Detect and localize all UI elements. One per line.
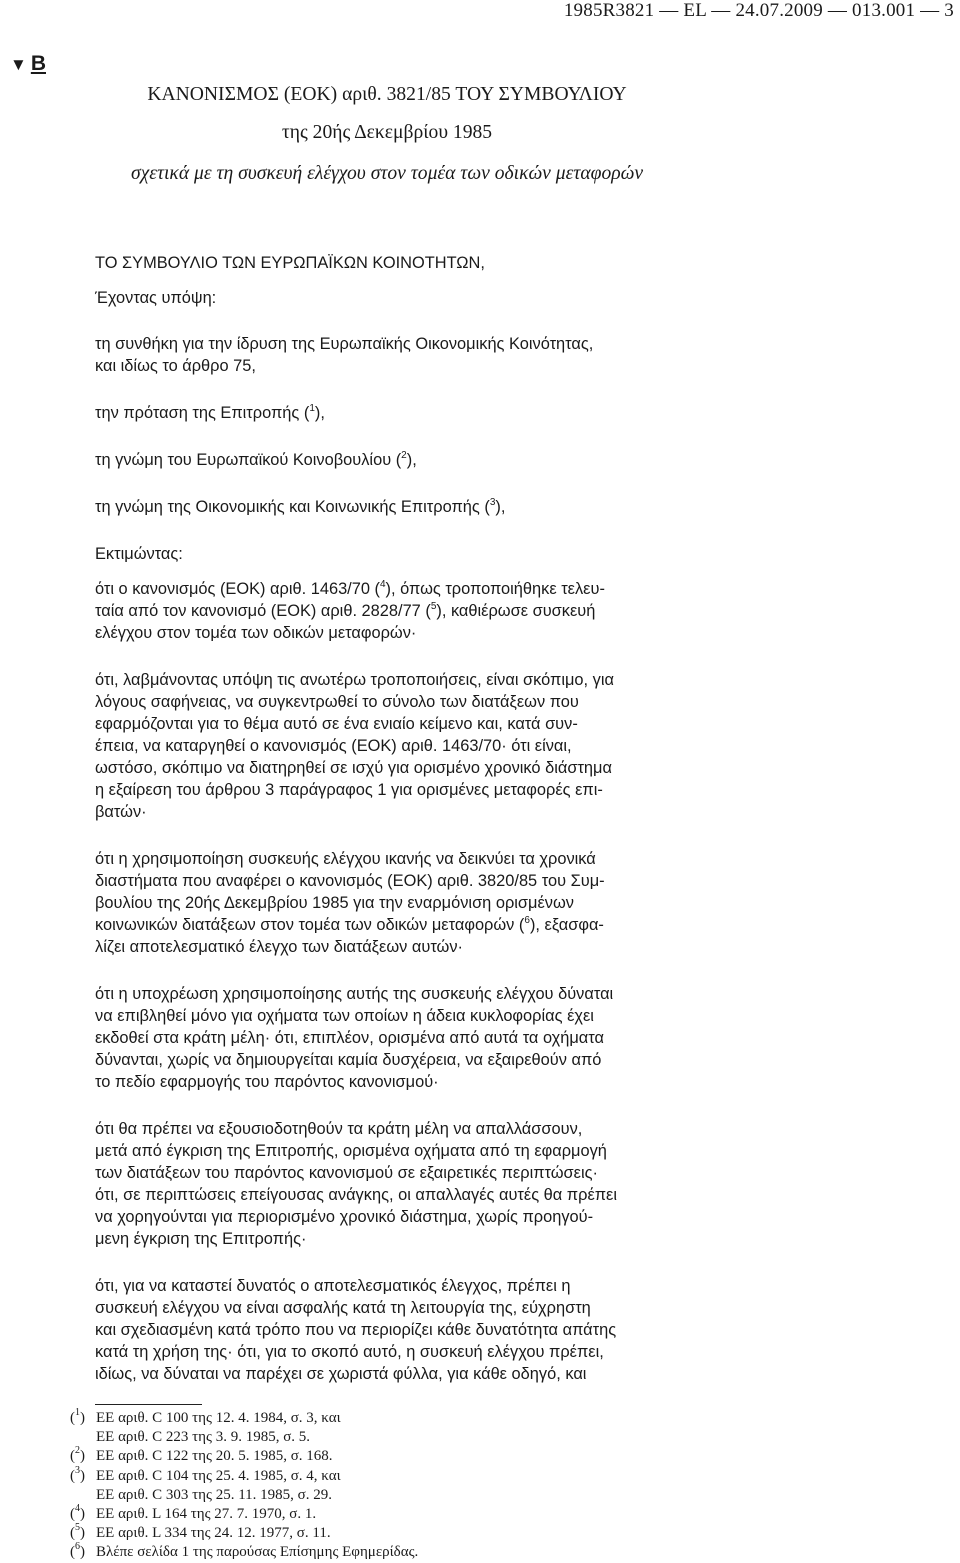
text-line: εφαρμόζονται για το θέμα αυτό σε ένα ενιαίο κείμενο και, κατά συν- [95,715,578,733]
text-line [95,600,679,622]
text-fragment: τη γνώμη του Ευρωπαϊκού Κοινοβουλίου ( [95,451,402,469]
regulation-title [95,82,679,186]
footnote-text: ΕΕ αριθ. C 104 της 25. 4. 1985, σ. 4, και [96,1467,341,1484]
citation-parliament [95,449,679,471]
footnote-text: ΕΕ αριθ. C 100 της 12. 4. 1984, σ. 3, και [96,1410,341,1426]
text-line: μενη έγκριση της Επιτροπής· [95,1230,307,1248]
text-line: έπεια, να καταργηθεί ο κανονισμός (ΕΟΚ) αριθ. 1463/70· ότι είναι, [95,737,572,755]
footnote-number: ($^2$) [70,1445,85,1465]
footnote-num: 5 [75,1522,80,1534]
text-line: ότι η υποχρέωση χρησιμοποίησης αυτής της συσκευής ελέγχου δύναται [95,985,614,1003]
text-line: ωστόσο, σκόπιμο να διατηρηθεί σε ισχύ για ορισμένο χρονικό διάστημα [95,759,612,777]
footnote-ref: 4 [379,579,386,590]
footnote-number: ($^1$) [70,1407,85,1426]
footnote-3-continued [70,1486,690,1505]
text-line: τη συνθήκη για την ίδρυση της Ευρωπαϊκής Οικονομικής Κοινότητας, [95,335,594,353]
text-line: διαστήματα που αναφέρει ο κανονισμός (ΕΟΚ) αριθ. 3820/85 του Συμ- [95,872,605,890]
text-line: βουλίου της 20ής Δεκεμβρίου 1985 για την εναρμόνιση ορισμένων [95,894,574,912]
footnote-num: 6 [75,1541,80,1553]
text-fragment: ), [495,498,506,516]
document-body [95,252,679,1385]
text-line: λίζει αποτελεσματικό έλεγχο των διατάξεων αυτών· [95,938,464,956]
text-line: ότι, για να καταστεί δυνατός ο αποτελεσματικός έλεγχος, πρέπει η [95,1277,571,1295]
footnote-ref: 5 [430,601,437,612]
footnote-text: ΕΕ αριθ. C 122 της 20. 5. 1985, σ. 168. [96,1448,333,1465]
footnote-num: 2 [75,1445,80,1457]
footnote-number: ($^4$) [70,1503,85,1523]
whereas-heading: Εκτιμώντας: [95,545,183,563]
footnote-number: ($^5$) [70,1522,85,1542]
text-fragment: ), εξασφα- [529,916,604,934]
footnote-ref: 3 [489,497,496,508]
recital-4 [95,983,679,1093]
footnote-num: 4 [75,1503,80,1515]
text-line: η εξαίρεση του άρθρου 3 παράγραφος 1 για ορισμένες μεταφορές επι- [95,781,603,799]
citation-proposal [95,402,679,424]
text-line: να επιβληθεί μόνο για οχήματα των οποίων η άδεια κυκλοφορίας έχει [95,1007,594,1025]
text-line [95,914,679,936]
text-line: ότι θα πρέπει να εξουσιοδοτηθούν τα κράτη μέλη να απαλλάσσουν, [95,1120,583,1138]
text-line: ότι, σε περιπτώσεις επείγουσας ανάγκης, οι απαλλαγές αυτές θα πρέπει [95,1186,618,1204]
council-heading: ΤΟ ΣΥΜΒΟΥΛΙΟ ΤΩΝ ΕΥΡΩΠΑΪΚΩΝ ΚΟΙΝΟΤΗΤΩΝ, [95,254,485,272]
footnote-6 [70,1543,690,1562]
recital-2 [95,669,679,823]
text-line: κατά τη χρήση της· ότι, για το σκοπό αυτό, η συσκευή ελέγχου πρέπει, [95,1343,604,1361]
having-regard: Έχοντας υπόψη: [95,289,217,307]
footnote-text: ΕΕ αριθ. L 164 της 27. 7. 1970, σ. 1. [96,1506,317,1523]
text-fragment: ), [406,451,417,469]
text-line: ότι, λαβμάνοντας υπόψη τις ανωτέρω τροποποιήσεις, είναι σκόπιμο, για [95,671,614,689]
text-line: εκδοθεί στα κράτη μέλη· ότι, επιπλέον, ορισμένα από αυτά τα οχήματα [95,1029,604,1047]
footnote-3 [70,1464,690,1486]
footnote-text: ΕΕ αριθ. L 334 της 24. 12. 1977, σ. 11. [96,1525,331,1542]
footnote-1 [70,1409,690,1428]
footnote-text: Βλέπε σελίδα 1 της παρούσας Επίσημης Εφημερίδας. [96,1544,419,1561]
text-fragment: κοινωνικών διατάξεων στον τομέα των οδικών μεταφορών ( [95,916,525,934]
footnote-number: ($^3$) [70,1464,85,1484]
text-line: λόγους σαφήνειας, να συγκεντρωθεί το σύνολο των διατάξεων που [95,693,579,711]
recital-3 [95,848,679,958]
consolidation-marker [10,52,46,77]
footnote-ref: 2 [401,450,407,461]
footnote-num: 3 [75,1464,80,1476]
text-line [95,578,679,600]
text-fragment: ), καθιέρωσε συσκευή [436,602,596,620]
footnote-num: 1 [75,1407,80,1418]
footnote-text: ΕΕ αριθ. C 223 της 3. 9. 1985, σ. 5. [96,1429,311,1446]
text-fragment: ), όπως τροποποιήθηκε τελευ- [385,580,605,598]
citation-treaty [95,333,679,377]
footnotes [70,1409,690,1563]
footnote-number: ($^6$) [70,1541,85,1561]
text-fragment: ), [314,404,325,422]
footnote-ref: 6 [524,915,530,926]
footnote-1-continued [70,1428,690,1447]
text-line: δύνανται, χωρίς να δημιουργείται καμία δυσχέρεια, να εξαιρεθούν από [95,1051,602,1069]
text-line: το πεδίο εφαρμογής του παρόντος κανονισμού· [95,1073,439,1091]
citation-ecosoc [95,496,679,518]
title-subject: σχετικά με τη συσκευή ελέγχου στον τομέα των οδικών μεταφορών [130,163,644,184]
text-line: μετά από έγκριση της Επιτροπής, ορισμένα οχήματα από τη εφαρμογή [95,1142,607,1160]
title-date: της 20ής Δεκεμβρίου 1985 [281,122,493,143]
recital-1 [95,578,679,644]
text-line: και σχεδιασμένη κατά τρόπο που να περιορίζει κάθε δυνατότητα απάτης [95,1321,617,1339]
text-fragment: ταία από τον κανονισμό (ΕΟΚ) αριθ. 2828/77 ( [95,602,431,620]
text-line: των διατάξεων του παρόντος κανονισμού σε εξαιρετικές περιπτώσεις· [95,1164,598,1182]
text-line: βατών· [95,803,147,821]
text-line: συσκευή ελέγχου να είναι ασφαλής κατά τη λειτουργία της, εύχρηστη [95,1299,591,1317]
text-line: και ιδίως το άρθρο 75, [95,357,256,375]
footnote-divider [95,1404,202,1405]
footnote-ref: 1 [309,403,315,414]
text-line: ιδίως, να δύναται να παρέχει σε χωριστά φύλλα, για κάθε οδηγό, και [95,1365,587,1383]
footnote-5 [70,1524,690,1543]
recital-6 [95,1275,679,1385]
title-line-1: ΚΑΝΟΝΙΣΜΟΣ (ΕΟΚ) αριθ. 3821/85 ΤΟΥ ΣΥΜΒΟΥΛΙΟΥ [147,84,627,105]
footnote-2 [70,1447,690,1466]
marker-letter: B [30,52,46,75]
text-line: να χορηγούνται για περιορισμένο χρονικό διάστημα, χωρίς προηγού- [95,1208,594,1226]
triangle-down-icon: ▼ [10,55,27,74]
text-fragment: τη γνώμη της Οικονομικής και Κοινωνικής Επιτροπής ( [95,498,490,516]
text-line: ότι η χρησιμοποίηση συσκευής ελέγχου ικανής να δεικνύει τα χρονικά [95,850,596,868]
footnote-4 [70,1505,690,1524]
recital-5 [95,1118,679,1250]
text-fragment: ότι ο κανονισμός (ΕΟΚ) αριθ. 1463/70 ( [95,580,380,598]
footnote-text: ΕΕ αριθ. C 303 της 25. 11. 1985, σ. 29. [96,1486,332,1503]
document-reference: 1985R3821 — EL — 24.07.2009 — 013.001 — 3 [563,0,954,21]
text-fragment: την πρόταση της Επιτροπής ( [95,404,310,422]
text-line: ελέγχου στον τομέα των οδικών μεταφορών· [95,624,417,642]
